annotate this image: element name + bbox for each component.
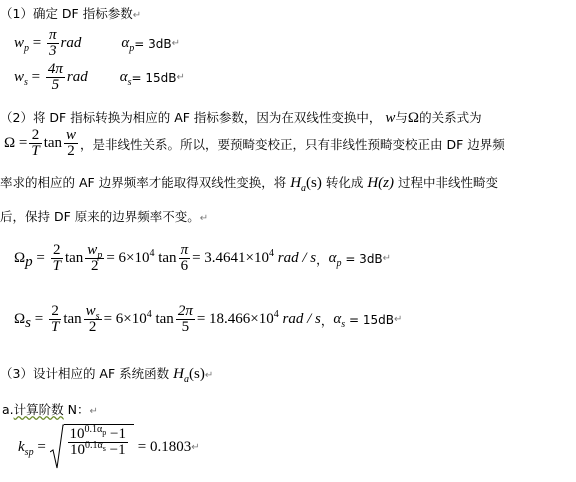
section2-text-4: 后，保持 DF 原来的边界频率不变。 bbox=[0, 209, 200, 224]
ksp-equation: $k_{sp}$ = $\frac{10^{0.1\alpha_p} -1}{10^{0.1\alpha_s} -1}$ = 0.1803 ↵ bbox=[18, 424, 200, 470]
ksp-fraction: $\frac{10^{0.1\alpha_p} -1}{10^{0.1\alpha_s} -1}$ bbox=[69, 424, 127, 458]
paragraph-mark-icon: ↵ bbox=[171, 38, 180, 49]
section2-text-2: ，是非线性关系。所以，要预畸变校正，只有非线性预畸变校正由 DF 边界频 bbox=[80, 136, 505, 152]
omega-s-equation: $\Omega_s$ = $\frac{2}{T}$ tan $\frac{w_s}{2}$ = $6\times 10^4$ tan $\frac{2\pi}{5}$ = $18.466\times 10^4$ rad / s ， $\alpha_s$ = 15dB ↵ bbox=[14, 303, 403, 335]
alpha-p-symbol: $\alpha_p$ bbox=[121, 35, 135, 54]
section2-text-3b: 转化成 bbox=[325, 175, 364, 190]
paragraph-mark-icon: ↵ bbox=[393, 314, 403, 325]
ws-symbol: $w_s$ bbox=[14, 69, 28, 88]
ws-fraction: $\frac{4\pi}{5}$ bbox=[47, 61, 63, 93]
section2-line1 bbox=[0, 108, 482, 127]
two-over-t-fraction: $\frac{2}{T}$ bbox=[31, 127, 40, 159]
section2-text-1: （2）将 DF 指标转换为相应的 AF 指标参数，因为在双线性变换中， bbox=[0, 110, 382, 125]
sub-a-n: N： bbox=[63, 402, 90, 417]
paragraph-mark-icon: ↵ bbox=[89, 406, 98, 417]
tan-function: tan bbox=[43, 135, 63, 151]
alpha-p-value: = 3dB bbox=[134, 36, 172, 51]
paragraph-mark-icon: ↵ bbox=[132, 10, 142, 21]
wp-symbol: $w_p$ bbox=[14, 35, 30, 54]
and-word: 与 bbox=[395, 110, 408, 125]
w-symbol: w bbox=[385, 110, 396, 126]
sub-a-label: a. bbox=[2, 402, 14, 417]
omega-symbol: Ω bbox=[407, 110, 420, 126]
sub-a-line bbox=[2, 400, 98, 418]
section3-heading: （3）设计相应的 AF 系统函数 bbox=[0, 366, 170, 381]
paragraph-mark-icon: ↵ bbox=[199, 213, 209, 224]
paragraph-mark-icon: ↵ bbox=[176, 72, 185, 83]
ha-s-symbol: $H_a(s)$ bbox=[290, 175, 322, 194]
w-over-2-fraction: $\frac{w}{2}$ bbox=[66, 127, 77, 159]
section2-text-1-tail: 的关系式为 bbox=[419, 110, 482, 125]
paragraph-mark-icon: ↵ bbox=[382, 253, 392, 264]
section2-text-3a: 率求的相应的 AF 边界频率才能取得双线性变换，将 bbox=[0, 175, 287, 190]
section2-line4 bbox=[0, 207, 208, 225]
ws-unit: rad bbox=[66, 69, 88, 85]
section2-line3 bbox=[0, 173, 498, 192]
section1-heading-line bbox=[0, 4, 141, 22]
section2-line2 bbox=[4, 128, 505, 159]
wp-equation-line: $w_p$ = $\frac{\pi}{3}$ rad $\alpha_p$ = 3dB ↵ bbox=[14, 27, 180, 59]
section2-text-3c: 过程中非线性畸变 bbox=[398, 175, 499, 190]
paragraph-mark-icon: ↵ bbox=[191, 441, 200, 453]
section3-heading-line bbox=[0, 364, 213, 383]
ha-s-symbol-2: $H_a(s)$ bbox=[173, 366, 205, 385]
radical-icon bbox=[50, 424, 64, 470]
sqrt-sign bbox=[50, 424, 134, 470]
omega-eq-lhs: Ω = bbox=[4, 135, 28, 151]
ksp-result: = 0.1803 bbox=[137, 438, 192, 455]
alpha-s-symbol: $\alpha_s$ bbox=[119, 69, 132, 88]
hz-symbol: H(z) bbox=[367, 175, 395, 191]
wp-fraction: $\frac{\pi}{3}$ bbox=[48, 27, 57, 59]
sub-a-text: 计算阶数 bbox=[13, 402, 64, 417]
ws-equation-line: $w_s$ = $\frac{4\pi}{5}$ rad $\alpha_s$ = 15dB ↵ bbox=[14, 61, 185, 93]
paragraph-mark-icon: ↵ bbox=[204, 370, 214, 381]
omega-p-equation: $\Omega_p$ = $\frac{2}{T}$ tan $\frac{w_p}{2}$ = $6\times 10^4$ tan $\frac{\pi}{6}$ = $3.4641\times 10^4$ rad / s ， $\alpha_p$ = 3dB ↵ bbox=[14, 242, 392, 274]
alpha-s-value: = 15dB bbox=[131, 70, 177, 85]
wp-unit: rad bbox=[60, 35, 82, 51]
section1-heading: （1）确定 DF 指标参数 bbox=[0, 6, 133, 21]
